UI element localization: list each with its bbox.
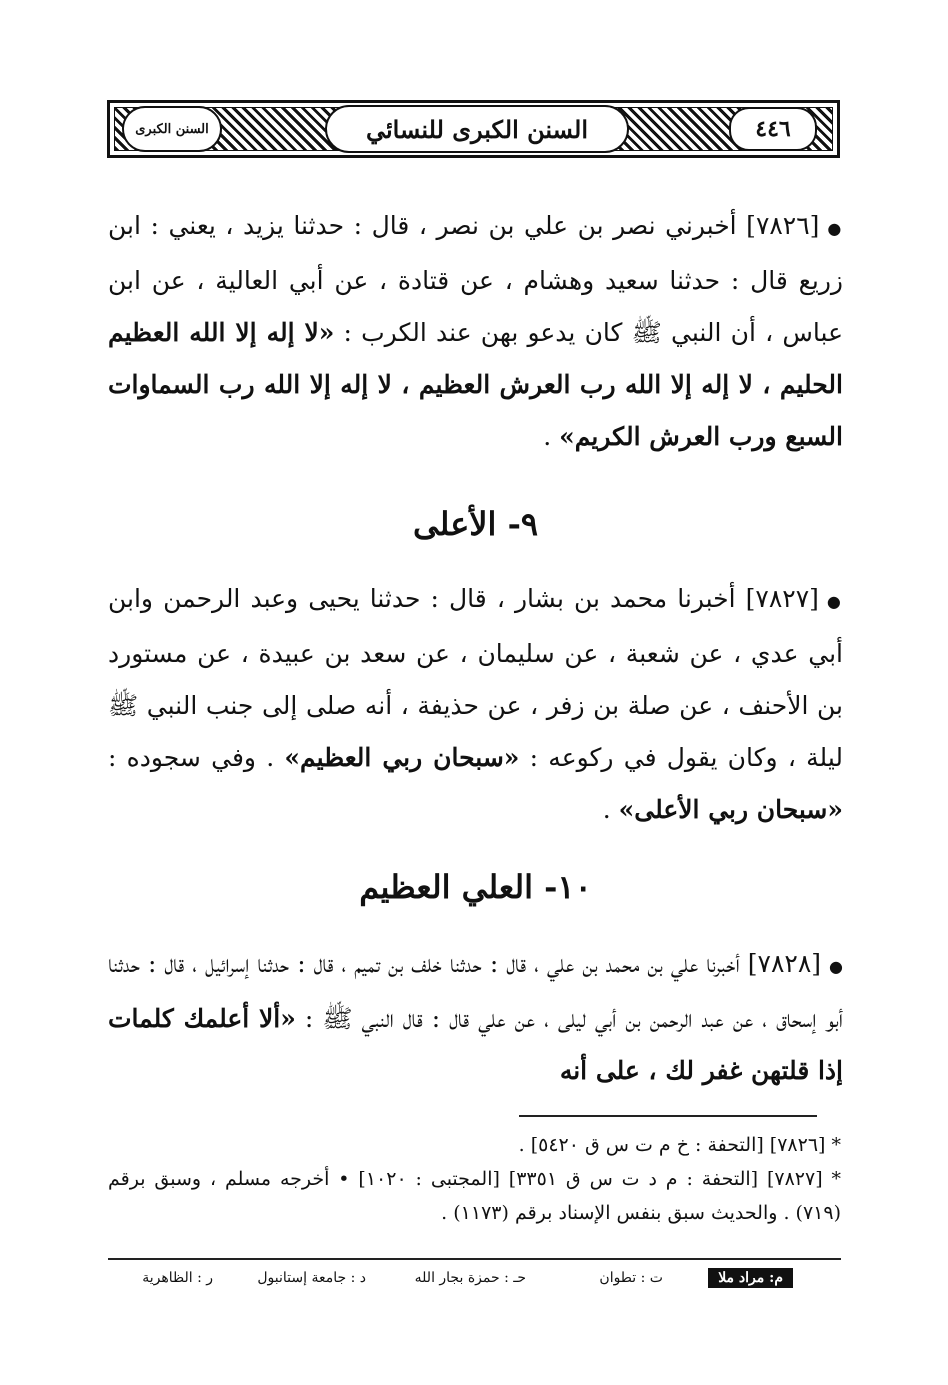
hadith-paragraph xyxy=(108,200,843,463)
hadith-tail: . xyxy=(602,795,619,824)
siglum-r: ر : الظاهرية xyxy=(142,1270,213,1286)
chapter-9-title: ٩- الأعلى xyxy=(412,505,539,543)
hadith-7827 xyxy=(108,573,843,836)
running-title-text: السنن الكبرى للنسائي xyxy=(365,114,589,144)
hadith-number: [٧٨٢٧] xyxy=(745,584,819,613)
hadith-number: [٧٨٢٦] xyxy=(746,211,820,240)
hadith-isnad: أخبرنا محمد بن بشار ، قال : حدثنا يحيى وعبد الرحمن وابن أبي عدي ، عن شعبة ، عن سليمان ، عن سعد بن عبيدة ، عن مستورد بن الأحنف ، عن صلة بن زفر ، عن حذيفة ، أنه صلى إلى جنب النبي ﷺ ليلة ، وكان يقول في ركوعه : xyxy=(108,584,843,772)
siglum-h: حـ : حمزة بجار الله xyxy=(414,1270,526,1286)
editor-badge: م: مراد ملا xyxy=(708,1268,793,1288)
hadith-paragraph xyxy=(108,573,843,836)
chapter-heading xyxy=(108,868,843,906)
running-title xyxy=(325,105,629,153)
page-number xyxy=(729,107,817,151)
hadith-matn-sujud: «سبحان ربي الأعلى» xyxy=(618,795,843,824)
hadith-paragraph xyxy=(108,938,843,1097)
hadith-tail: . xyxy=(543,422,560,451)
footnote-7827: * [٧٨٢٧] [التحفة : م د ت س ق ٣٣٥١] [المجتبى : ١٠٢٠] • أخرجه مسلم ، وسبق برقم (٧١٩) . والحديث سبق بنفس الإسناد برقم (١١٧٣) . xyxy=(108,1168,841,1224)
bullet-icon: ● xyxy=(827,219,843,238)
hadith-matn: «لا إله إلا الله العظيم الحليم ، لا إله إلا الله رب العرش العظيم ، لا إله إلا الله رب السماوات السبع ورب العرش الكريم» xyxy=(108,318,843,451)
hadith-isnad: أخبرني نصر بن علي بن نصر ، قال : حدثنا يزيد ، يعني : ابن زريع قال : حدثنا سعيد وهشام ، عن قتادة ، عن أبي العالية ، عن ابن عباس ، أن النبي ﷺ كان يدعو بهن عند الكرب : xyxy=(108,211,843,347)
hadith-isnad: أخبرنا علي بن محمد بن علي ، قال : حدثنا خلف بن تميم ، قال : حدثنا إسرائيل ، قال : حدثنا أبو إسحاق ، عن عبد الرحمن بن أبي ليلى ، عن علي قال : قال النبي ﷺ : xyxy=(108,949,843,1033)
footnotes xyxy=(108,1128,841,1230)
hadith-matn-ruku: «سبحان ربي العظيم» xyxy=(284,743,520,772)
bullet-icon: ● xyxy=(826,592,843,611)
hadith-7828 xyxy=(108,938,843,1097)
siglum-t: ت : تطوان xyxy=(599,1270,663,1286)
hadith-matn: «ألا أعلمك كلمات إذا قلتهن غفر لك ، على أنه xyxy=(108,1004,843,1085)
book-logo-text: السنن الكبرى xyxy=(135,121,209,137)
bottom-divider xyxy=(108,1258,841,1260)
bullet-icon: ● xyxy=(829,957,843,976)
chapter-heading xyxy=(108,505,843,543)
hadith-number: [٧٨٢٨] xyxy=(747,949,822,978)
footnote-divider xyxy=(519,1115,817,1117)
footnote-7826: * [٧٨٢٦] [التحفة : خ م ت س ق ٥٤٢٠] . xyxy=(518,1134,841,1156)
hadith-mid: . وفي سجوده : xyxy=(108,743,285,772)
hadith-7826 xyxy=(108,200,843,463)
page-number-text: ٤٤٦ xyxy=(755,116,791,142)
siglum-d: د : جامعة إستانبول xyxy=(257,1270,366,1286)
chapter-10-title: ١٠- العلي العظيم xyxy=(359,868,592,906)
book-logo xyxy=(122,106,222,152)
page-header xyxy=(107,100,840,158)
manuscript-sigla-bar xyxy=(108,1264,841,1294)
